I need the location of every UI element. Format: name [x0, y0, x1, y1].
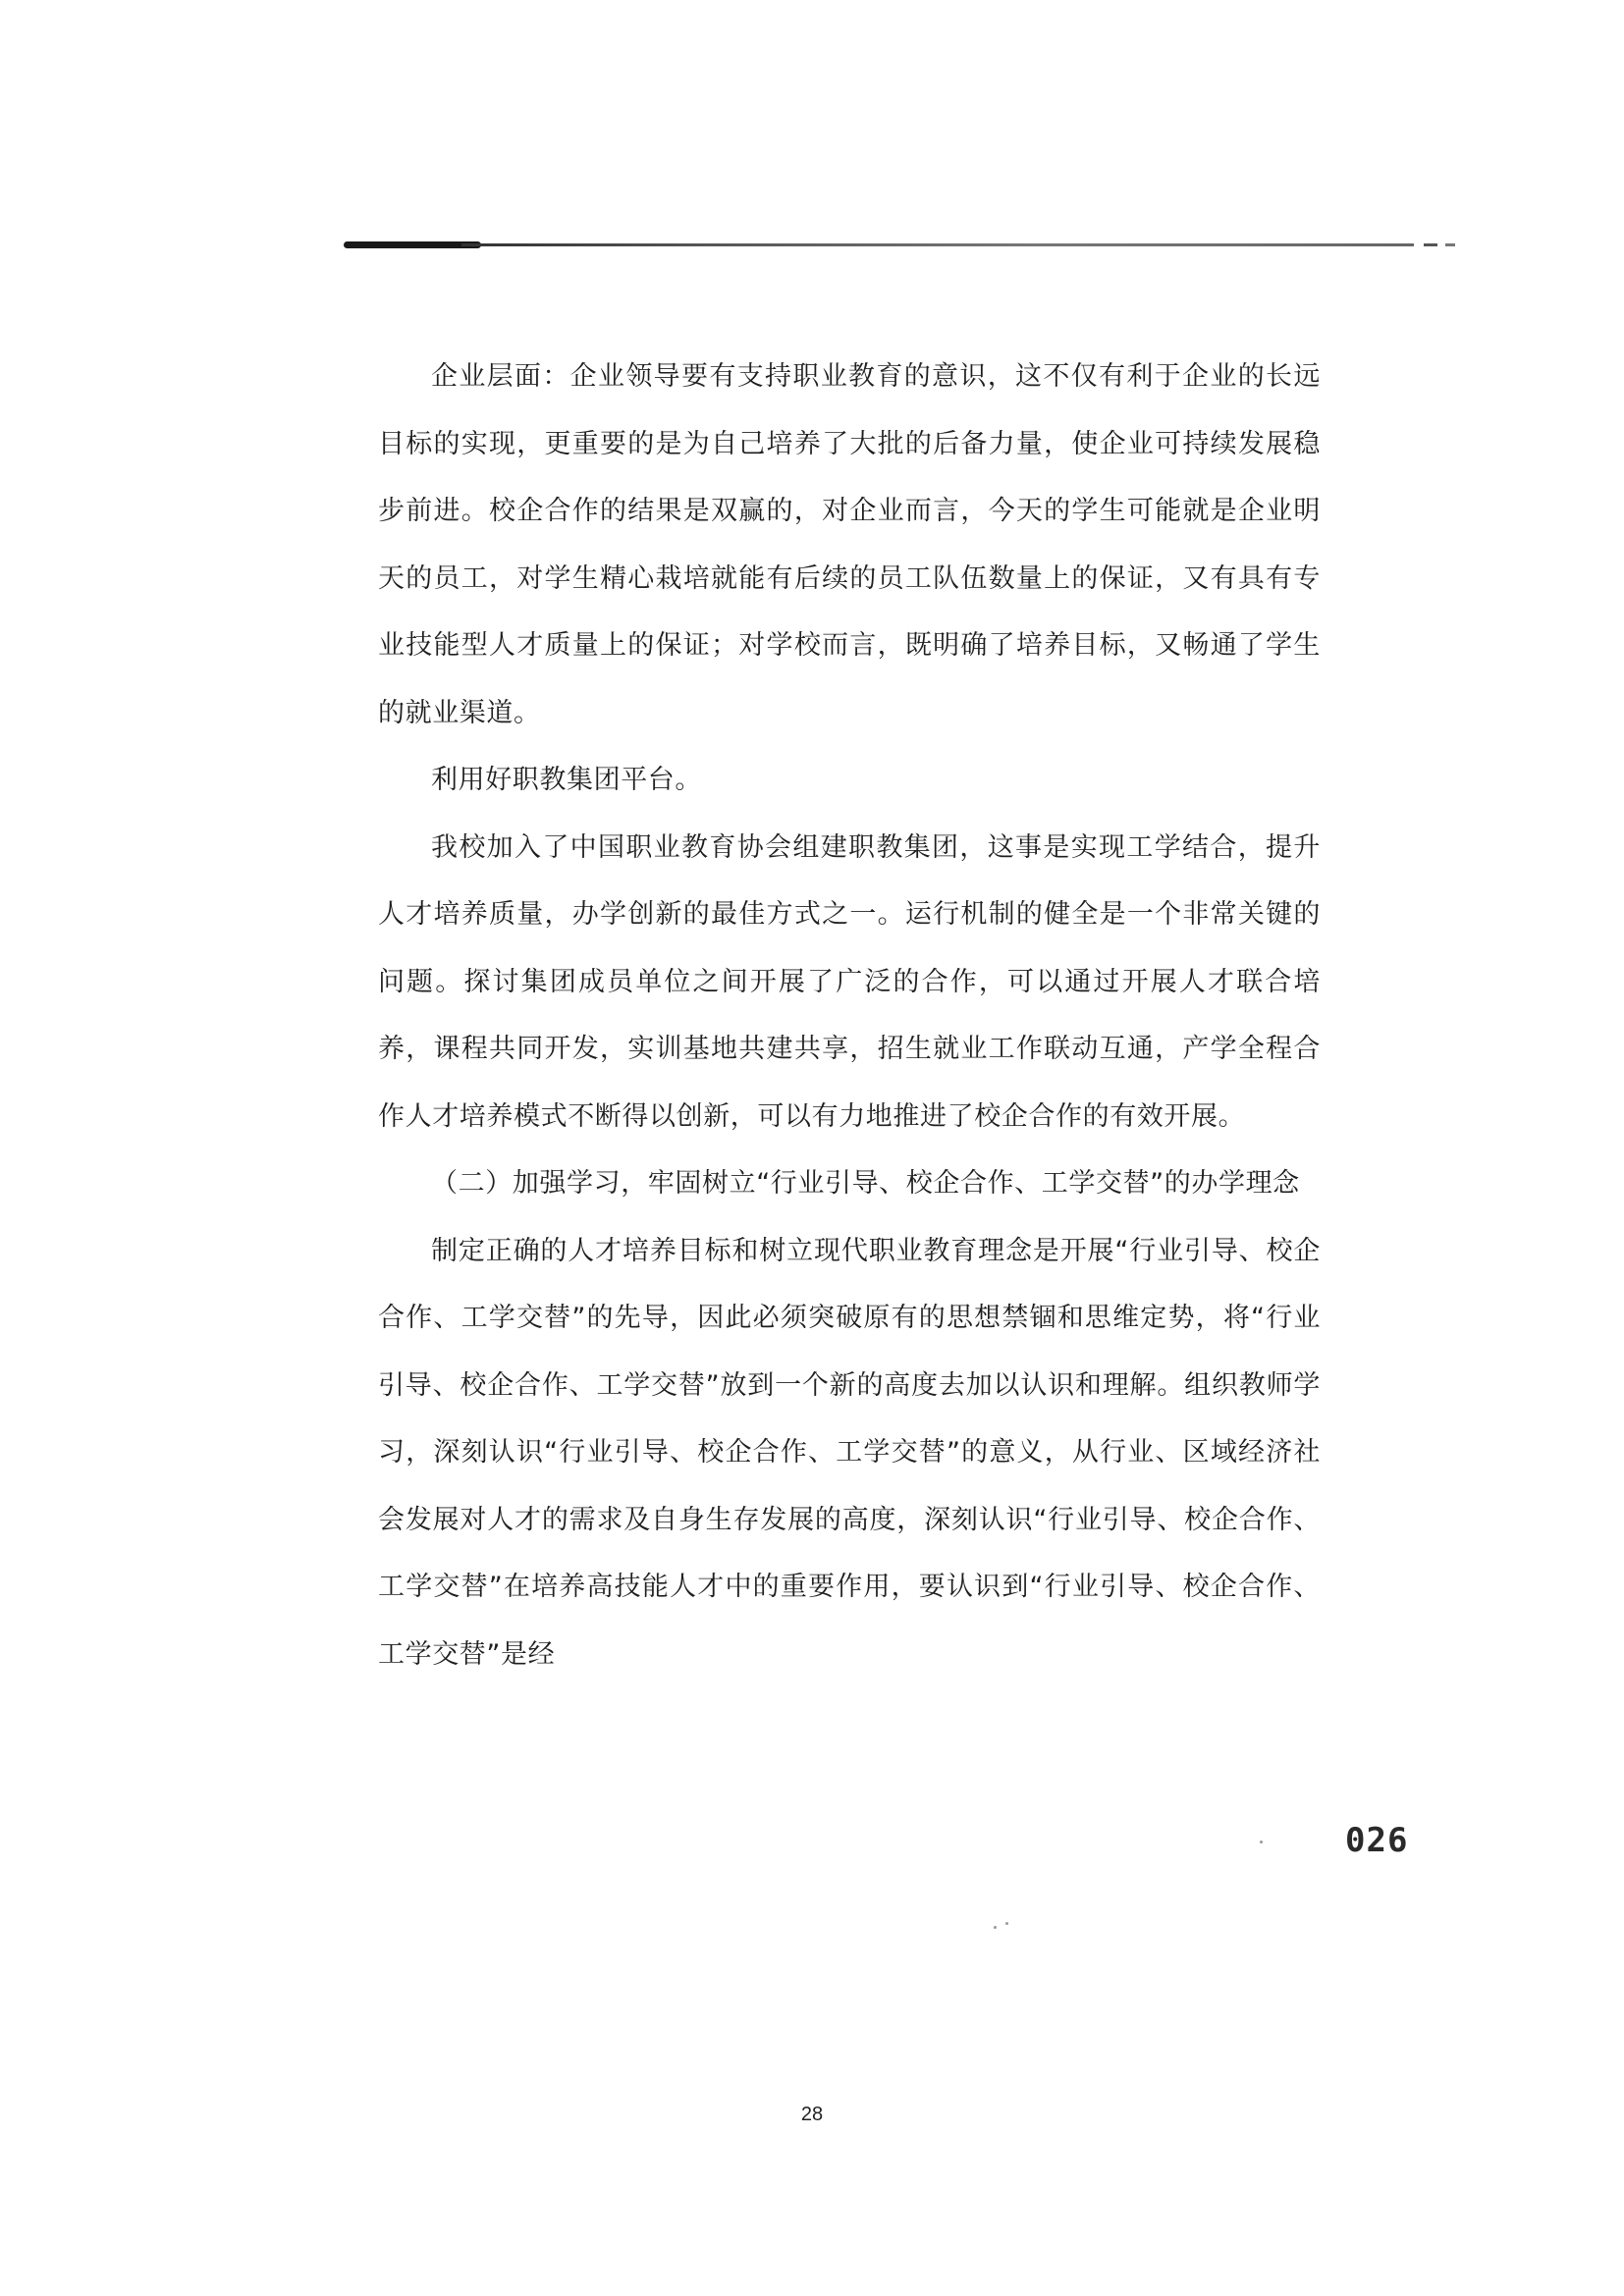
paragraph-training-objectives: 制定正确的人才培养目标和树立现代职业教育理念是开展“行业引导、校企合作、工学交替”的先导，因此必须突破原有的思想禁锢和思维定势，将“行业引导、校企合作、工学交替”放到一个新的高度去加以认识和理解。组织教师学习，深刻认识“行业引导、校企合作、工学交替”的意义，从行业、区域经济社会发展对人才的需求及自身生存发展的高度，深刻认识“行业引导、校企合作、工学交替”在培养高技能人才中的重要作用，要认识到“行业引导、校企合作、工学交替”是经 [378, 1235, 1321, 1670]
header-rule-line [461, 243, 1414, 246]
header-rule-dash [1424, 243, 1437, 246]
header-rule [344, 240, 1463, 250]
page-number: 28 [800, 2104, 824, 2125]
section-heading-strengthen-learning: （二）加强学习，牢固树立“行业引导、校企合作、工学交替”的办学理念 [431, 1168, 1300, 1199]
header-rule-dash [1445, 243, 1455, 246]
paragraph-joined-vocational-group: 我校加入了中国职业教育协会组建职教集团，这事是实现工学结合，提升人才培养质量，办学创新的最佳方式之一。运行机制的健全是一个非常关键的问题。探讨集团成员单位之间开展了广泛的合作，可以通过开展人才联合培养，课程共同开发，实训基地共建共享，招生就业工作联动互通，产学全程合作人才培养模式不断得以创新，可以有力地推进了校企合作的有效开展。 [378, 831, 1321, 1132]
paragraph-enterprise-level: 企业层面：企业领导要有支持职业教育的意识，这不仅有利于企业的长远目标的实现，更重要的是为自己培养了大批的后备力量，使企业可持续发展稳步前进。校企合作的结果是双赢的，对企业而言，今天的学生可能就是企业明天的员工，对学生精心栽培就能有后续的员工队伍数量上的保证，又有具有专业技能型人才质量上的保证；对学校而言，既明确了培养目标，又畅通了学生的就业渠道。 [378, 361, 1321, 728]
body-text [378, 344, 1321, 1688]
original-folio-number: 026 [1345, 1821, 1409, 1860]
scan-speck [1260, 1841, 1263, 1843]
header-rule-thick-segment [344, 241, 481, 248]
scan-speck [994, 1926, 997, 1929]
paragraph-vocational-group-platform: 利用好职教集团平台。 [431, 765, 702, 795]
scan-speck [1005, 1922, 1008, 1925]
